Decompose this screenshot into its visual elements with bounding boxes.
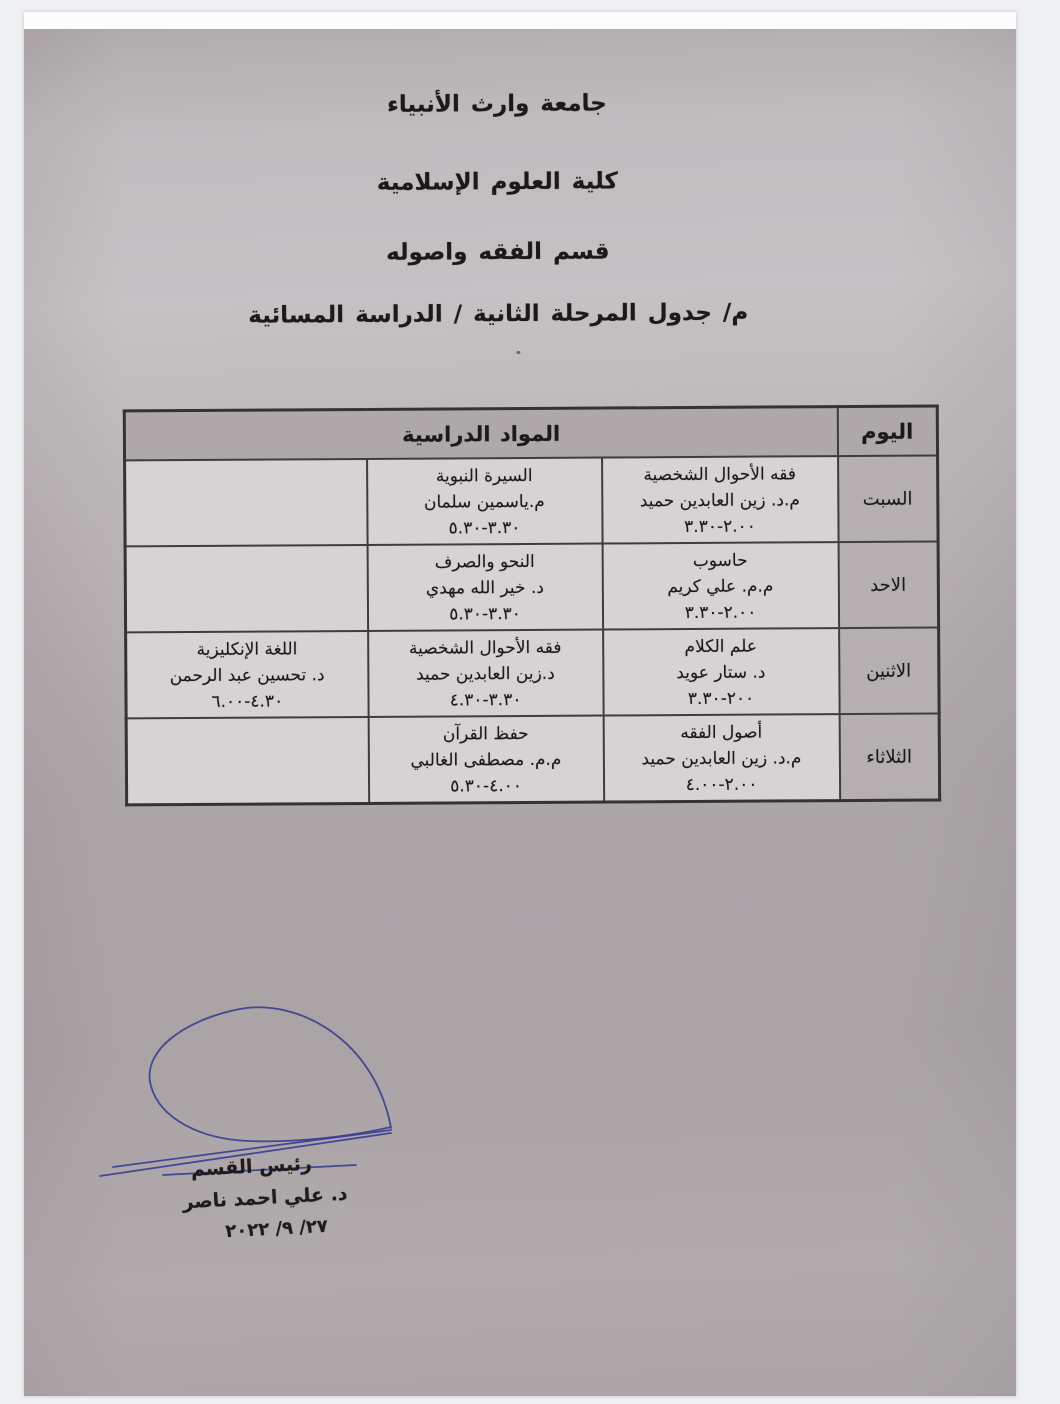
table-row-sunday [125, 541, 939, 632]
subject-name [127, 550, 367, 577]
teacher-name: م.م. علي كريم [667, 576, 774, 598]
class-time: ٢.٠٠-٤.٠٠ [685, 774, 758, 796]
class-time: ٣.٣٠-٤.٣٠ [449, 690, 522, 711]
class-time: ٣.٣٠-٥.٣٠ [449, 604, 521, 625]
teacher-name: د. ستار عويد [676, 662, 766, 684]
scanned-page [24, 12, 1016, 1396]
table-row-saturday [125, 455, 939, 546]
subject-name: حاسوب [692, 550, 748, 571]
class-time [127, 602, 367, 629]
teacher-name [127, 576, 367, 603]
subject-name: علم الكلام [684, 636, 758, 658]
subject-name: حفظ القرآن [442, 723, 529, 745]
signer-role: رئيس القسم [190, 1152, 313, 1181]
class-time: ٤.٣٠-٦.٠٠ [211, 691, 284, 712]
class-time: ٢٠٠-٣.٣٠ [687, 688, 755, 710]
day-cell: الاحد [838, 541, 939, 628]
schedule-cell [368, 630, 604, 717]
signature-stroke-loop [150, 1007, 391, 1141]
teacher-name: م.د. زين العابدين حميد [641, 748, 802, 770]
schedule-cell [602, 542, 839, 629]
teacher-name: م.ياسمين سلمان [423, 491, 545, 513]
schedule-cell-empty [125, 545, 368, 632]
class-time: ٢.٠٠-٣.٣٠ [684, 602, 757, 624]
day-cell: السبت [838, 455, 939, 542]
table-row-monday [126, 627, 940, 718]
schedule-title: م/ جدول المرحلة الثانية / الدراسة المسائية [248, 299, 749, 329]
day-cell: الثلاثاء [839, 713, 940, 800]
schedule-cell [603, 628, 840, 715]
stray-mark [516, 351, 520, 354]
subject-name [126, 464, 366, 491]
schedule-cell [126, 631, 369, 718]
teacher-name: د. تحسين عبد الرحمن [169, 665, 325, 687]
class-time: ٣.٣٠-٥.٣٠ [448, 518, 521, 539]
subject-name: السيرة النبوية [435, 465, 533, 487]
schedule-cell [602, 456, 839, 543]
teacher-name: د.زين العابدين حميد [416, 663, 555, 685]
subject-name: النحو والصرف [434, 551, 535, 573]
class-time [128, 774, 368, 801]
schedule-cell-empty [126, 717, 369, 805]
schedule-cell [367, 544, 603, 631]
schedule-table [123, 404, 941, 806]
class-time: ٢.٠٠-٣.٣٠ [684, 516, 756, 538]
schedule-cell [368, 716, 604, 804]
table-header-row [124, 406, 937, 460]
day-cell: الاثنين [839, 627, 940, 714]
subject-name: اللغة الإنكليزية [196, 639, 298, 661]
signature-date: ٢٧/ ٩/ ٢٠٢٢ [224, 1215, 329, 1243]
department-name: قسم الفقه واصوله [385, 238, 610, 266]
day-column-header: اليوم [837, 406, 937, 456]
schedule-cell [603, 714, 840, 802]
teacher-name [126, 490, 366, 517]
schedule-cell [367, 458, 603, 545]
college-name: كلية العلوم الإسلامية [376, 168, 618, 196]
university-name: جامعة وارث الأنبياء [386, 90, 607, 118]
signature-block [148, 1144, 383, 1252]
teacher-name: م.م. مصطفى الغالبي [410, 749, 562, 771]
subject-name: فقه الأحوال الشخصية [408, 637, 562, 659]
subject-name: فقه الأحوال الشخصية [643, 464, 796, 486]
teacher-name: م.د. زين العابدين حميد [639, 490, 800, 512]
teacher-name [128, 748, 368, 775]
subjects-column-header: المواد الدراسية [124, 407, 837, 461]
class-time [126, 516, 366, 543]
table-row-tuesday [126, 713, 940, 804]
signer-name: د. علي احمد ناصر [181, 1182, 349, 1214]
class-time: ٤.٠٠-٥.٣٠ [450, 776, 523, 797]
subject-name [128, 722, 368, 749]
schedule-cell-empty [125, 459, 368, 546]
teacher-name: د. خير الله مهدي [425, 577, 544, 599]
document-header [21, 87, 974, 331]
subject-name: أصول الفقه [680, 722, 763, 744]
